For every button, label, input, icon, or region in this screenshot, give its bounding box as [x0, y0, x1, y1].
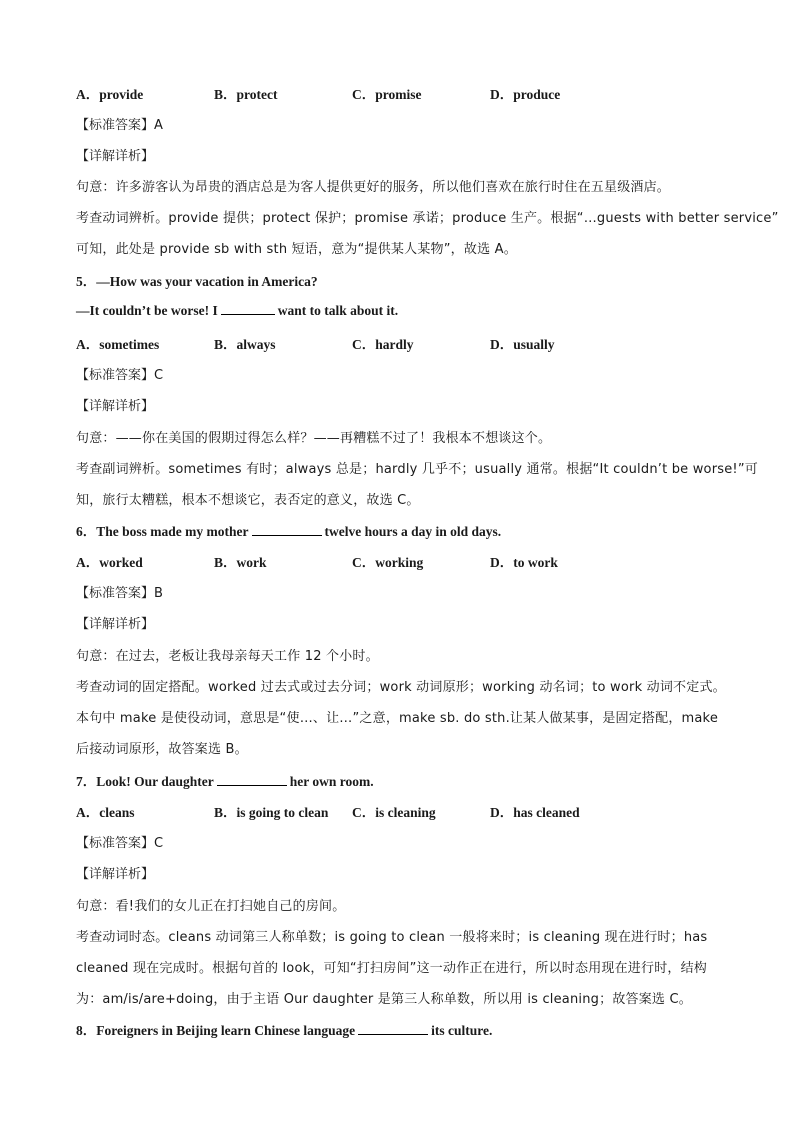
q6-stem-part-b: twelve hours a day in old days.: [324, 524, 502, 539]
q8-stem-part-a: 8．Foreigners in Beijing learn Chinese language: [76, 1023, 356, 1038]
q6-option-d[interactable]: D．to work: [490, 555, 558, 570]
q7-option-a[interactable]: A．cleans: [76, 805, 135, 820]
q7-analysis-label: 【详解详析】: [76, 867, 155, 882]
q6-meaning: 句意：在过去，老板让我母亲每天工作 12 个小时。: [76, 649, 379, 664]
q7-blank[interactable]: [217, 773, 287, 786]
q8-stem: [76, 1019, 492, 1039]
q6-explain-line-3: 后接动词原形，故答案选 B。: [76, 742, 248, 757]
q4-explain-line-1: 考查动词辨析。provide 提供；protect 保护；promise 承诺；produce 生产。根据“…guests with better service”: [76, 211, 779, 226]
q4-analysis-label: 【详解详析】: [76, 149, 155, 164]
q5-answer-label: 【标准答案】C: [76, 368, 164, 383]
q4-explain-line-2: 可知，此处是 provide sb with sth 短语，意为“提供某人某物”，故选 A。: [76, 242, 517, 257]
q4-option-c[interactable]: C．promise: [352, 87, 422, 102]
q4-option-a[interactable]: A．provide: [76, 87, 144, 102]
q7-meaning: 句意：看!我们的女儿正在打扫她自己的房间。: [76, 899, 346, 914]
q5-meaning: 句意：——你在美国的假期过得怎么样？——再糟糕不过了！我根本不想谈这个。: [76, 431, 552, 446]
q7-explain-line-1: 考查动词时态。cleans 动词第三人称单数；is going to clean 一般将来时；is cleaning 现在进行时；has: [76, 930, 708, 945]
q8-blank[interactable]: [358, 1022, 428, 1035]
q7-explain-line-3: 为：am/is/are+doing，由于主语 Our daughter 是第三人称单数，所以用 is cleaning；故答案选 C。: [76, 992, 692, 1007]
q6-stem: [76, 520, 501, 540]
q6-explain-line-2: 本句中 make 是使役动词，意思是“使…、让…”之意，make sb. do sth.让某人做某事，是固定搭配，make: [76, 711, 719, 726]
q5-option-c[interactable]: C．hardly: [352, 337, 414, 352]
q4-option-d[interactable]: D．produce: [490, 87, 561, 102]
q6-option-c[interactable]: C．working: [352, 555, 424, 570]
q5-option-a[interactable]: A．sometimes: [76, 337, 160, 352]
q5-analysis-label: 【详解详析】: [76, 399, 155, 414]
q5-explain-line-2: 知，旅行太糟糕，根本不想谈它，表否定的意义，故选 C。: [76, 493, 420, 508]
q4-meaning: 句意：许多游客认为昂贵的酒店总是为客人提供更好的服务，所以他们喜欢在旅行时住在五星级酒店。: [76, 180, 671, 195]
q5-option-b[interactable]: B．always: [214, 337, 276, 352]
q5-stem-line-1: 5．—How was your vacation in America?: [76, 274, 318, 289]
q6-analysis-label: 【详解详析】: [76, 617, 155, 632]
q5-stem-line-2: [76, 302, 398, 319]
q6-option-b[interactable]: B．work: [214, 555, 267, 570]
q5-blank[interactable]: [221, 302, 275, 315]
q5-stem-part-b: want to talk about it.: [277, 303, 399, 318]
q4-answer-label: 【标准答案】A: [76, 118, 163, 133]
q6-option-a[interactable]: A．worked: [76, 555, 143, 570]
q8-stem-part-b: its culture.: [431, 1023, 493, 1038]
q7-stem-part-a: 7．Look! Our daughter: [76, 774, 214, 789]
q7-explain-line-2: cleaned 现在完成时。根据句首的 look，可知“打扫房间”这一动作正在进行，所以时态用现在进行时，结构: [76, 961, 707, 976]
q4-option-b[interactable]: B．protect: [214, 87, 278, 102]
q6-explain-line-1: 考查动词的固定搭配。worked 过去式或过去分词；work 动词原形；working 动名词；to work 动词不定式。: [76, 680, 726, 695]
q7-option-b[interactable]: B．is going to clean: [214, 805, 329, 820]
q6-answer-label: 【标准答案】B: [76, 586, 163, 601]
q7-stem: [76, 770, 374, 790]
q7-option-d[interactable]: D．has cleaned: [490, 805, 580, 820]
q5-stem-part-a: —It couldn’t be worse! I: [76, 303, 218, 318]
q5-explain-line-1: 考查副词辨析。sometimes 有时；always 总是；hardly 几乎不；usually 通常。根据“It couldn’t be worse!”可: [76, 462, 758, 477]
q7-stem-part-b: her own room.: [289, 774, 374, 789]
q6-blank[interactable]: [252, 523, 322, 536]
q5-option-d[interactable]: D．usually: [490, 337, 555, 352]
q6-stem-part-a: 6．The boss made my mother: [76, 524, 249, 539]
q7-option-c[interactable]: C．is cleaning: [352, 805, 436, 820]
q7-answer-label: 【标准答案】C: [76, 836, 164, 851]
